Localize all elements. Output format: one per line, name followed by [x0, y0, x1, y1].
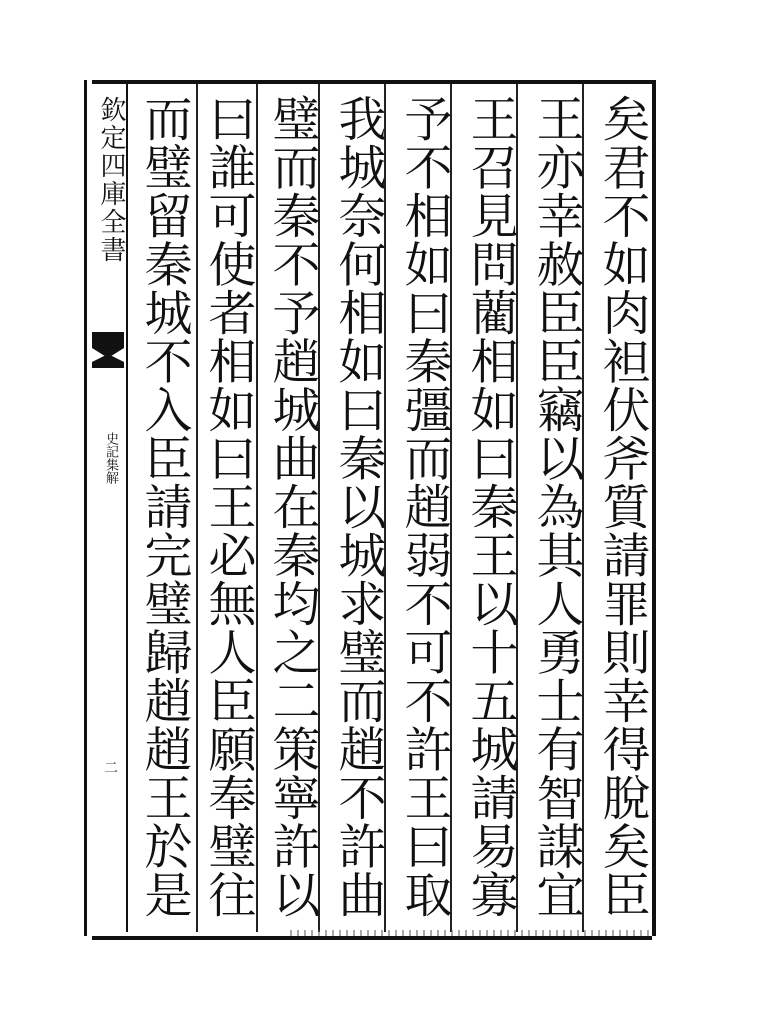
bottom-speckle: [290, 930, 650, 936]
text-column-2: 王亦幸赦臣臣竊以為其人勇士有智謀宜: [528, 94, 584, 919]
text-column-6: 璧而秦不予趙城曲在秦均之二策寧許以: [264, 94, 320, 919]
margin-title: 欽定四庫全書: [96, 96, 126, 264]
text-column-3: 王召見問藺相如曰秦王以十五城請易寡: [462, 94, 518, 919]
column-rule: [196, 84, 198, 932]
fish-tail-mark-icon: [90, 328, 126, 372]
frame-right-border: [652, 80, 656, 936]
text-column-4: 予不相如曰秦彊而趙弱不可不許王曰取: [396, 94, 452, 919]
margin-page-number: 二: [102, 760, 118, 774]
text-column-5: 我城奈何相如曰秦以城求璧而趙不許曲: [330, 94, 386, 919]
text-column-1: 矣君不如肉袒伏斧質請罪則幸得脫矣臣: [594, 94, 650, 919]
margin-book-title: 史記集解: [103, 432, 118, 484]
text-column-8: 而璧留秦城不入臣請完璧歸趙趙王於是: [136, 94, 192, 919]
frame-left-border: [84, 80, 87, 936]
column-rule: [256, 84, 258, 932]
text-column-7: 曰誰可使者相如曰王必無人臣願奉璧往: [200, 94, 256, 919]
